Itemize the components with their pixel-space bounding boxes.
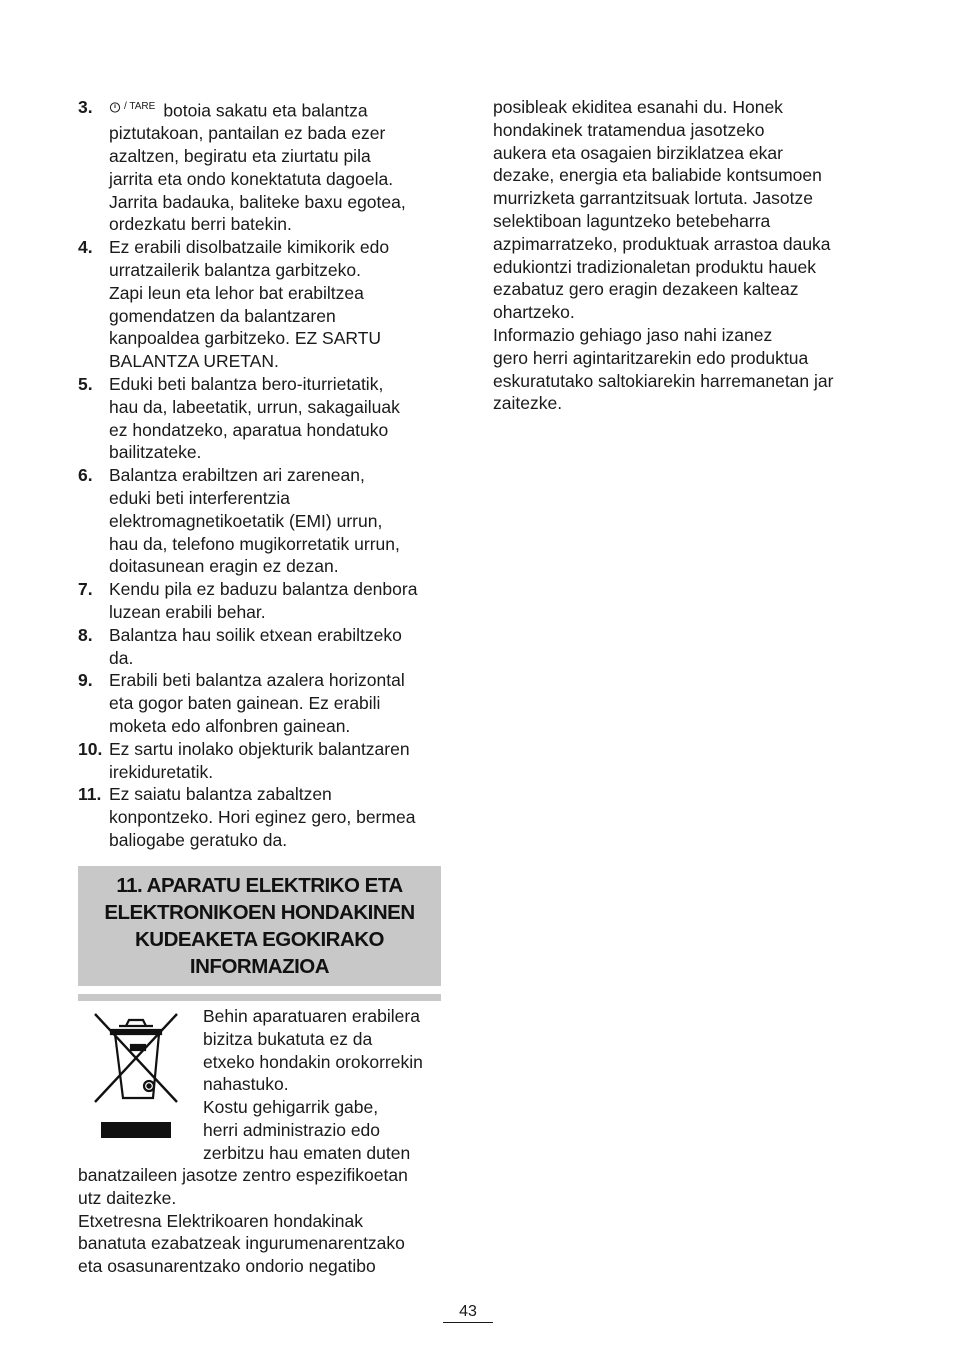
item-number: 11.	[78, 784, 102, 805]
item-text: Balantza hau soilik etxean erabiltzeko da.	[109, 624, 402, 668]
section-heading: 11. APARATU ELEKTRIKO ETA ELEKTRONIKOEN HONDAKINEN KUDEAKETA EGOKIRAKO INFORMAZIOA	[104, 874, 415, 978]
item-text: Balantza erabiltzen ari zarenean, eduki beti interferentzia elektromagnetikoetatik (EMI) urrun, hau da, telefono mugikorretatik urrun, doitasunean eragin ez dezan.	[109, 465, 400, 577]
item-text: Kendu pila ez baduzu balantza denbora luzean erabili behar.	[109, 579, 418, 622]
section-heading-box	[78, 866, 441, 986]
item-number: 8.	[78, 624, 93, 645]
list-item	[78, 783, 442, 851]
list-item	[78, 578, 442, 624]
item-number: 4.	[78, 237, 93, 258]
page-number-underline	[443, 1322, 493, 1323]
item-body: botoia sakatu eta balantza piztutakoan, pantailan ez bada ezer azaltzen, begiratu eta ziurtatu pila jarrita eta ondo konektatuta dagoela. Jarrita badauka, baliteke baxu egotea, ordezkatu berri batekin.	[109, 100, 406, 235]
list-item	[78, 669, 442, 737]
item-text: Ez saiatu balantza zabaltzen konpontzeko. Hori eginez gero, bermea baliogabe geratuko da.	[109, 784, 416, 850]
power-icon	[109, 101, 121, 113]
tare-text: / TARE	[124, 101, 156, 112]
list-item	[78, 236, 442, 373]
item-number: 9.	[78, 670, 93, 691]
page-number: 43	[459, 1303, 477, 1320]
crossed-out-wheelie-bin-icon	[93, 1012, 181, 1140]
disposal-info-text: posibleak ekiditea esanahi du. Honek hondakinek tratamendua jasotzeko aukera eta osagaien birziklatzea ekar dezake, energia eta baliabide kontsumoen murrizketa garrantzitsuak lortuta. Jasotze selektiboan laguntzeko betebeharra azpimarratzeko, produktuak arrastoa dauka edukiontzi tradizionaletan produktu hauek ezabatuz gero eragin dezakeen kalteaz ohartzeko. Informazio gehiago jaso nahi izanez gero herri agintaritzarekin edo produktua eskuratutako saltokiarekin harremanetan jar zaitezke.	[493, 97, 834, 414]
list-item	[78, 373, 442, 464]
item-text: Erabili beti balantza azalera horizontal eta gogor baten gainean. Ez erabili moketa edo alfonbren gainean.	[109, 670, 405, 736]
list-item	[78, 464, 442, 578]
list-item	[78, 624, 442, 670]
item-text: Ez sartu inolako objekturik balantzaren irekiduretatik.	[109, 738, 410, 782]
item-number: 5.	[78, 373, 93, 394]
disposal-continued-text: banatzaileen jasotze zentro espezifikoetan utz daitezke. Etxetresna Elektrikoaren hondakinak banatuta ezabatzeak ingurumenarentzako eta osasunarentzako ondorio negatibo	[78, 1165, 408, 1277]
instruction-list	[78, 96, 442, 852]
disposal-intro-text: Behin aparatuaren erabilera bizitza bukatuta ez da etxeko hondakin orokorrekin nahastuko. Kostu gehigarrik gabe, herri administrazio edo zerbitzu hau ematen duten	[203, 1006, 423, 1163]
item-text: Ez erabili disolbatzaile kimikorik edo urratzailerik balantza garbitzeko. Zapi leun eta lehor bat erabiltzea gomendatzen da balantzaren kanpoaldea garbitzeko. EZ SARTU BALANTZA URETAN.	[109, 237, 390, 372]
list-item	[78, 96, 442, 236]
section-divider	[78, 994, 441, 1001]
list-item	[78, 738, 442, 784]
left-column	[78, 96, 442, 852]
item-text	[109, 96, 442, 236]
right-column	[493, 96, 873, 415]
item-text: Eduki beti balantza bero-iturrietatik, hau da, labeetatik, urrun, sakagailuak ez hondatzeko, aparatua hondatuko bailitzateke.	[109, 373, 400, 463]
tare-label	[109, 96, 155, 119]
item-number: 3.	[78, 97, 93, 117]
item-number: 6.	[78, 465, 93, 486]
item-number: 10.	[78, 738, 103, 759]
item-number: 7.	[78, 579, 93, 600]
